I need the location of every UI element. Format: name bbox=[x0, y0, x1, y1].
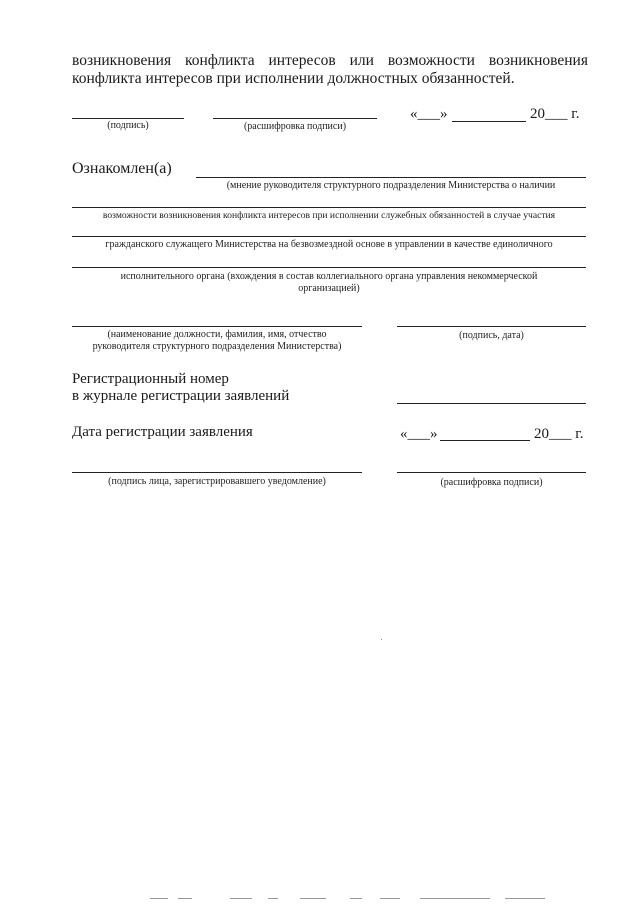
registration-number-line bbox=[397, 403, 586, 404]
position-caption-2: руководителя структурного подразделения Министерства) bbox=[92, 341, 342, 352]
scan-speck bbox=[505, 898, 545, 899]
registrar-transcript-caption: (расшифровка подписи) bbox=[440, 477, 543, 488]
scan-speck bbox=[300, 898, 326, 899]
acquainted-caption-2: возможности возникновения конфликта интересов при исполнении служебных обязанностей в случае участия bbox=[102, 210, 556, 221]
transcript-line bbox=[213, 118, 377, 119]
scan-speck bbox=[230, 898, 252, 899]
scan-speck bbox=[381, 639, 382, 640]
acquainted-caption-5: организацией) bbox=[298, 283, 360, 294]
opinion-line-4 bbox=[72, 267, 586, 268]
opinion-line-3 bbox=[72, 236, 586, 237]
acquainted-caption-3: гражданского служащего Министерства на безвозмездной основе в управлении в качестве единоличного bbox=[105, 239, 553, 250]
intro-line-2: конфликта интересов при исполнении должностных обязанностей. bbox=[72, 70, 515, 87]
scan-speck bbox=[268, 898, 278, 899]
scan-speck bbox=[420, 898, 490, 899]
intro-word: возникновения bbox=[72, 52, 172, 69]
acquainted-caption-1: (мнение руководителя структурного подразделения Министерства о наличии bbox=[226, 180, 556, 191]
scan-speck bbox=[178, 898, 192, 899]
transcript-caption: (расшифровка подписи) bbox=[243, 121, 347, 132]
date-year: 20___ г. bbox=[530, 106, 580, 122]
intro-word: или bbox=[349, 52, 374, 69]
acquainted-line bbox=[196, 177, 586, 178]
registration-date-year: 20___ г. bbox=[534, 426, 584, 442]
scan-speck bbox=[150, 898, 168, 899]
position-line bbox=[72, 326, 362, 327]
registration-date-day: «___» bbox=[400, 426, 438, 442]
date-day: «___» bbox=[410, 106, 448, 122]
scan-speck bbox=[380, 898, 400, 899]
intro-word: возможности bbox=[387, 52, 475, 69]
acquainted-label: Ознакомлен(а) bbox=[72, 160, 172, 177]
intro-word: конфликта bbox=[184, 52, 255, 69]
scan-speck bbox=[350, 898, 362, 899]
acquainted-caption-4: исполнительного органа (вхождения в состав коллегиального органа управления некоммерческой bbox=[120, 271, 538, 282]
registrar-sign-line bbox=[72, 472, 362, 473]
position-caption-1: (наименование должности, фамилия, имя, отчество bbox=[107, 329, 327, 340]
intro-word: возникновения bbox=[488, 52, 588, 69]
date-month-line bbox=[452, 121, 526, 122]
intro-word: интересов bbox=[268, 52, 336, 69]
registration-number-label-2: в журнале регистрации заявлений bbox=[72, 388, 290, 404]
intro-line-1 bbox=[72, 52, 588, 70]
registration-number-label-1: Регистрационный номер bbox=[72, 371, 229, 387]
registration-date-month-line bbox=[440, 440, 530, 441]
signature-caption: (подпись) bbox=[107, 120, 149, 131]
registration-date-label: Дата регистрации заявления bbox=[72, 424, 253, 440]
sign-date-line bbox=[397, 326, 586, 327]
registrar-transcript-line bbox=[397, 472, 586, 473]
sign-date-caption: (подпись, дата) bbox=[459, 330, 524, 341]
signature-line bbox=[72, 118, 184, 119]
opinion-line-2 bbox=[72, 207, 586, 208]
registrar-caption: (подпись лица, зарегистрировавшего уведомление) bbox=[108, 476, 326, 487]
